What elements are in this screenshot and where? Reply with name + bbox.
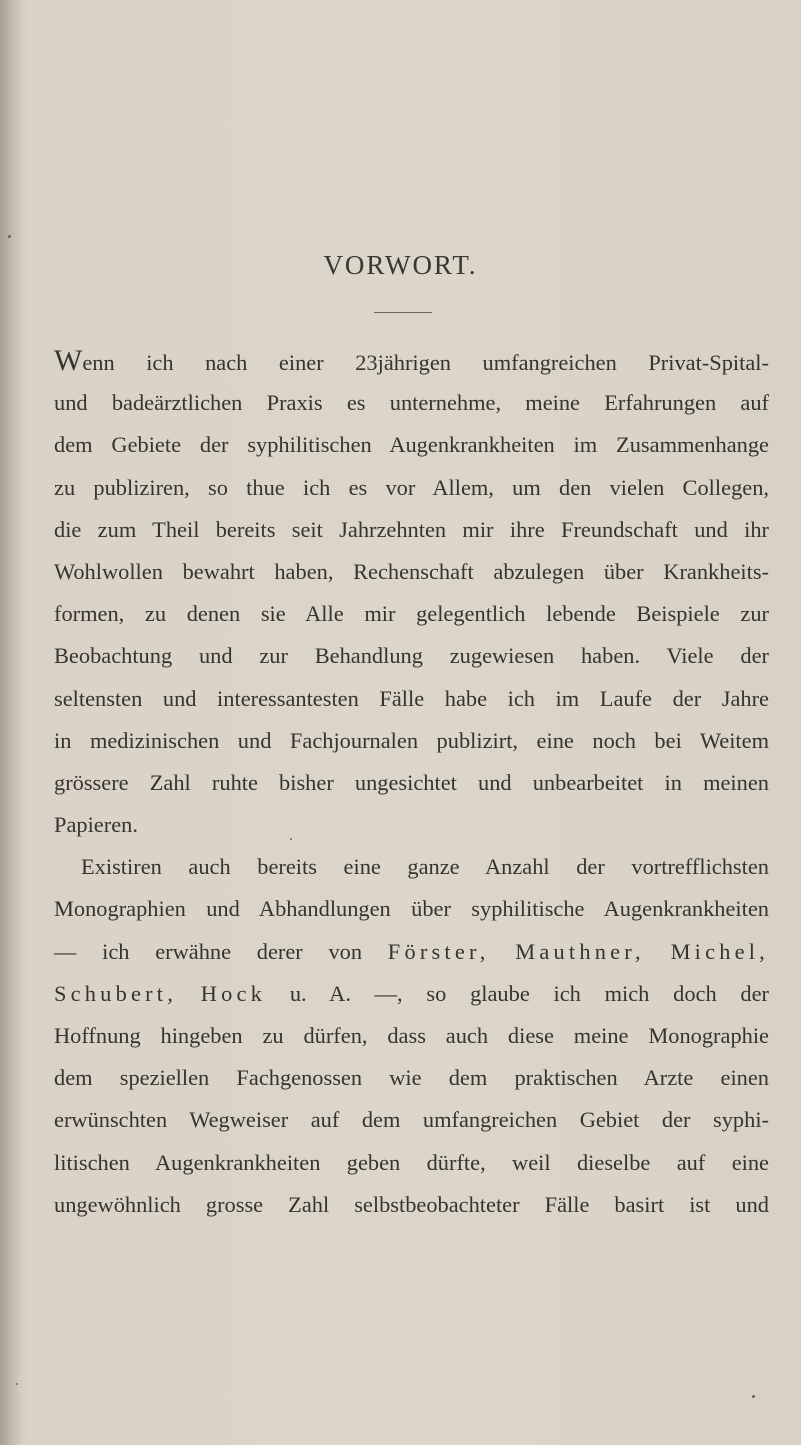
paper-speck (8, 235, 11, 238)
text-line: zu publiziren, so thue ich es vor Allem, um den vielen Collegen, (54, 474, 769, 500)
text-line: Monographien und Abhandlungen über syphilitische Augenkrankheiten (54, 896, 769, 922)
text-segment: — ich erwähne derer von (54, 938, 388, 964)
page-edge-shadow (0, 0, 22, 1445)
text-segment: u. A. —, so glaube ich mich doch der (289, 980, 769, 1006)
text-line: in medizinischen und Fachjournalen publizirt, eine noch bei Weitem (54, 727, 769, 753)
title-divider (374, 312, 432, 313)
text-line: die zum Theil bereits seit Jahrzehnten mir ihre Freundschaft und ihr (54, 516, 769, 542)
text-line: seltensten und interessantesten Fälle habe ich im Laufe der Jahre (54, 685, 769, 711)
text-line: Wohlwollen bewahrt haben, Rechenschaft abzulegen über Krankheits- (54, 558, 769, 584)
text-line: dem speziellen Fachgenossen wie dem praktischen Arzte einen (54, 1065, 769, 1091)
author-name: Hock (200, 980, 267, 1006)
paper-speck (290, 838, 292, 840)
text-line: Hoffnung hingeben zu dürfen, dass auch diese meine Monographie (54, 1023, 769, 1048)
paper-speck (16, 1383, 18, 1385)
text-line (54, 931, 769, 973)
text-line: und badeärztlichen Praxis es unternehme, meine Erfahrungen auf (54, 390, 769, 416)
page-title: VORWORT. (323, 250, 478, 280)
text-line: Beobachtung und zur Behandlung zugewiesen haben. Viele der (54, 643, 769, 669)
author-name: Mauthner, (515, 938, 645, 964)
text-line: ungewöhnlich grosse Zahl selbstbeobachteter Fälle basirt ist und (54, 1191, 769, 1217)
text-line: litischen Augenkrankheiten geben dürfte, weil dieselbe auf eine (54, 1149, 769, 1175)
text-line: Wenn ich nach einer 23jährigen umfangreichen Privat-Spital- (54, 344, 769, 377)
paper-speck (752, 1395, 755, 1398)
text-line: erwünschten Wegweiser auf dem umfangreichen Gebiet der syphi- (54, 1107, 769, 1133)
author-name: Schubert, (54, 980, 177, 1006)
author-name: Michel, (670, 938, 769, 964)
text-line: formen, zu denen sie Alle mir gelegentlich lebende Beispiele zur (54, 601, 769, 627)
text-line: dem Gebiete der syphilitischen Augenkrankheiten im Zusammenhange (54, 432, 769, 458)
text-line: Papieren. (54, 812, 138, 838)
author-name: Förster, (387, 938, 490, 964)
dropcap-letter: W (54, 344, 83, 377)
text-line: Existiren auch bereits eine ganze Anzahl der vortrefflichsten (81, 854, 769, 880)
text-line: grössere Zahl ruhte bisher ungesichtet und unbearbeitet in meinen (54, 769, 769, 795)
text-line (54, 973, 769, 1015)
body-text (54, 340, 769, 1226)
